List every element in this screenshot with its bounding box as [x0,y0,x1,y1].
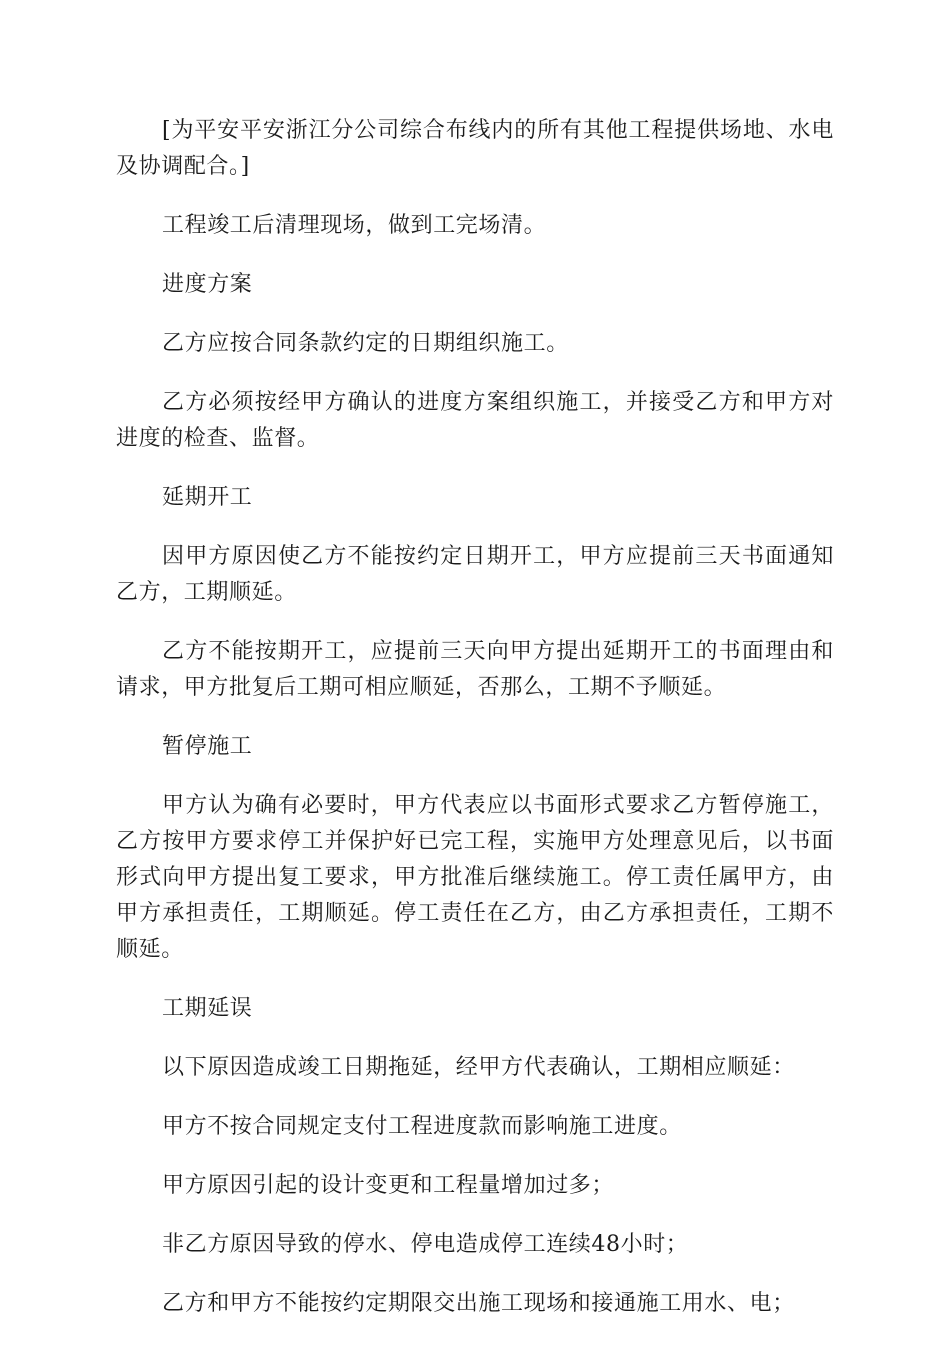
paragraph-suspension-terms: 甲方认为确有必要时，甲方代表应以书面形式要求乙方暂停施工，乙方按甲方要求停工并保护好已完工程，实施甲方处理意见后，以书面形式向甲方提出复工要求，甲方批准后继续施工。停工责任属甲方，由甲方承担责任，工期顺延。停工责任在乙方，由乙方承担责任，工期不顺延。 [116,793,834,962]
paragraph-delay-intro: 以下原因造成竣工日期拖延，经甲方代表确认，工期相应顺延： [162,1055,795,1080]
section-heading-delayed-start: 延期开工 [162,485,253,510]
paragraph-delayed-start-party-b: 乙方不能按期开工，应提前三天向甲方提出延期开工的书面理由和请求，甲方批复后工期可相应顺延，否那么，工期不予顺延。 [116,639,834,700]
list-item-delay-site-handover: 乙方和甲方不能按约定期限交出施工现场和接通施工用水、电； [162,1291,795,1316]
paragraph-site-cleanup: 工程竣工后清理现场，做到工完场清。 [162,213,547,238]
paragraph-site-support: [为平安平安浙江分公司综合布线内的所有其他工程提供场地、水电及协调配合。] [116,118,834,179]
list-item-delay-payment: 甲方不按合同规定支付工程进度款而影响施工进度。 [162,1114,682,1139]
section-heading-suspension: 暂停施工 [162,734,253,759]
paragraph-schedule-inspection: 乙方必须按经甲方确认的进度方案组织施工，并接受乙方和甲方对进度的检查、监督。 [116,390,834,451]
list-item-delay-design-change: 甲方原因引起的设计变更和工程量增加过多； [162,1173,615,1198]
list-item-delay-power-water: 非乙方原因导致的停水、停电造成停工连续48小时； [162,1232,689,1257]
paragraph-delayed-start-party-a: 因甲方原因使乙方不能按约定日期开工，甲方应提前三天书面通知乙方，工期顺延。 [116,544,834,605]
section-heading-delay: 工期延误 [162,996,253,1021]
section-heading-schedule-plan: 进度方案 [162,272,253,297]
document-body [116,113,834,1345]
paragraph-schedule-dates: 乙方应按合同条款约定的日期组织施工。 [162,331,569,356]
